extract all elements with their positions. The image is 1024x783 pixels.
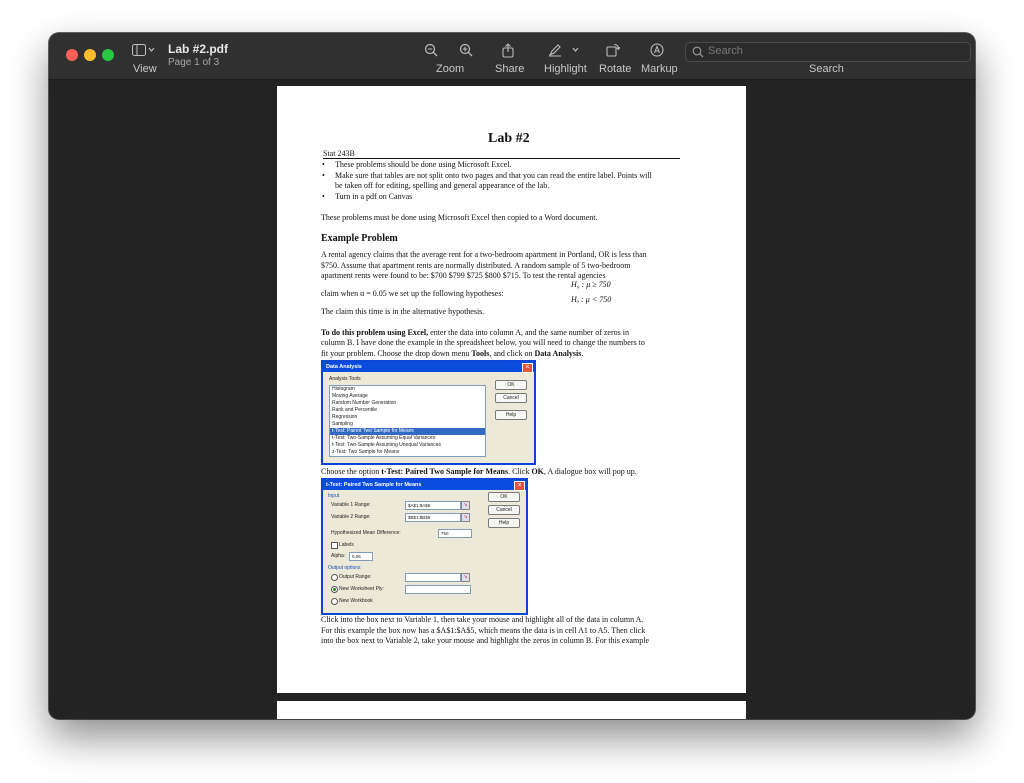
collapse-dialog-icon: ↘ (461, 573, 470, 582)
ok-button: OK (488, 492, 520, 502)
null-hypothesis: H₀ : μ ≥ 750 (571, 280, 611, 289)
pdf-page-2 (277, 701, 746, 719)
dialog-title: Data Analysis (323, 362, 534, 372)
bullet-1: • These problems should be done using Microsoft Excel. (335, 160, 511, 170)
dialog-title: t-Test: Paired Two Sample for Means (323, 480, 526, 490)
search-icon (692, 46, 704, 58)
help-button: Help (488, 518, 520, 528)
rotate-label: Rotate (599, 63, 632, 75)
cancel-button: Cancel (495, 393, 527, 403)
todo-line-2: column B. I have done the example in the spreadsheet below, you will need to change the numbers to (321, 338, 645, 347)
todo-line-1: To do this problem using Excel, enter the data into column A, and the same number of zeros in (321, 328, 629, 337)
alt-hypothesis: Hₐ : μ < 750 (571, 295, 612, 304)
help-button: Help (495, 410, 527, 420)
close-icon: × (514, 481, 525, 491)
list-item: Regression (332, 414, 358, 420)
var1-field: $A$1:$A$5 (405, 501, 461, 510)
new-ply-field (405, 585, 471, 594)
rotate-icon[interactable] (606, 43, 620, 57)
course-label: Stat 243B (323, 149, 355, 158)
example-line-3: apartment rents were found to be: $700 $799 $725 $800 $715. To test the rental agencies (321, 271, 606, 280)
labels-label: Labels (339, 542, 354, 548)
data-analysis-dialog (321, 360, 536, 465)
view-label: View (133, 63, 157, 75)
zoom-out-icon[interactable] (424, 43, 438, 57)
zoom-in-icon[interactable] (459, 43, 473, 57)
claim-line: claim when α = 0.05 we set up the following hypotheses: (321, 289, 504, 298)
cancel-button: Cancel (488, 505, 520, 515)
click-line-3: into the box next to Variable 2, take your mouse and highlight the zeros in column B. For this example (321, 636, 650, 645)
search-placeholder: Search (708, 45, 743, 57)
var2-field: $B$1:$B$5 (405, 513, 461, 522)
preview-window (49, 33, 975, 719)
example-line-1: A rental agency claims that the average rent for a two-bedroom apartment in Portland, OR is less than (321, 250, 647, 259)
analysis-tools-label: Analysis Tools (329, 376, 361, 382)
new-ply-radio (331, 586, 338, 593)
zoom-window-button[interactable] (102, 49, 114, 61)
sidebar-icon[interactable] (132, 43, 156, 57)
example-line-2: $750. Assume that apartment rents are normally distributed. A random sample of 5 two-bedroom (321, 261, 631, 270)
highlight-icon[interactable] (548, 43, 580, 57)
highlight-label: Highlight (544, 63, 587, 75)
list-item: Moving Average (332, 393, 368, 399)
alpha-field: 0.05 (349, 552, 373, 561)
click-line-1: Click into the box next to Variable 1, then take your mouse and highlight all of the data in column A. (321, 615, 644, 624)
example-heading: Example Problem (321, 233, 398, 244)
page-indicator: Page 1 of 3 (168, 57, 220, 68)
document-title: Lab #2.pdf (168, 42, 229, 56)
list-item-selected: t-Test: Paired Two Sample for Means (330, 428, 485, 435)
input-group-label: Input (328, 493, 340, 499)
todo-line-3: fit your problem. Choose the drop down menu Tools, and click on Data Analysis. (321, 349, 584, 358)
list-item: Rank and Percentile (332, 407, 378, 413)
list-item: t-Test: Two-Sample Assuming Unequal Variances (332, 442, 442, 448)
ttest-dialog (321, 478, 528, 615)
output-range-field (405, 573, 461, 582)
pdf-page-1 (277, 86, 746, 693)
share-icon[interactable] (502, 43, 514, 58)
new-workbook-label: New Workbook (339, 598, 373, 604)
new-ply-label: New Worksheet Ply: (339, 586, 384, 592)
doc-title: Lab #2 (488, 131, 530, 146)
analysis-tools-list (329, 385, 486, 457)
bullet-3: • Turn in a pdf on Canvas (335, 192, 412, 202)
search-label: Search (809, 63, 844, 75)
list-item: Sampling (332, 421, 353, 427)
list-item: Random Number Generation (332, 400, 397, 406)
share-label: Share (495, 63, 525, 75)
new-workbook-radio (331, 598, 338, 605)
zoom-label: Zoom (436, 63, 465, 75)
hyp-mean-field: 750 (438, 529, 472, 538)
title-rule (323, 158, 680, 159)
search-field[interactable] (685, 42, 971, 62)
click-line-2: For this example the box now has a $A$1:$A$5, which means the data is in cell A1 to A5. Then click (321, 626, 646, 635)
list-item: Histogram (332, 386, 355, 392)
markup-icon[interactable] (650, 43, 664, 57)
ok-button: OK (495, 380, 527, 390)
bullet-2: • Make sure that tables are not split onto two pages and that you can read the entire label. Points will (335, 171, 652, 181)
intro-text: These problems must be done using Microsoft Excel then copied to a Word document. (321, 213, 598, 222)
alt-text: The claim this time is in the alternative hypothesis. (321, 307, 485, 316)
minimize-window-button[interactable] (84, 49, 96, 61)
list-item: t-Test: Two-Sample Assuming Equal Variances (332, 435, 436, 441)
toolbar (49, 33, 975, 80)
output-range-radio (331, 574, 338, 581)
alpha-label: Alpha: (331, 553, 346, 559)
bullet-2-continued: be taken off for editing, spelling and general appearance of the lab. (335, 181, 550, 190)
markup-label: Markup (641, 63, 678, 75)
var1-label: Variable 1 Range: (331, 502, 371, 508)
output-group-label: Output options (328, 565, 361, 571)
choose-line: Choose the option t-Test: Paired Two Sample for Means. Click OK, A dialogue box will pop up. (321, 467, 637, 476)
document-area[interactable] (49, 80, 975, 719)
labels-checkbox (331, 542, 338, 549)
output-range-label: Output Range: (339, 574, 372, 580)
collapse-dialog-icon: ↘ (461, 501, 470, 510)
list-item: z-Test: Two Sample for Means (332, 449, 400, 455)
hyp-mean-label: Hypothesized Mean Difference: (331, 530, 401, 536)
close-icon: × (522, 363, 533, 373)
close-window-button[interactable] (66, 49, 78, 61)
collapse-dialog-icon: ↘ (461, 513, 470, 522)
var2-label: Variable 2 Range: (331, 514, 371, 520)
